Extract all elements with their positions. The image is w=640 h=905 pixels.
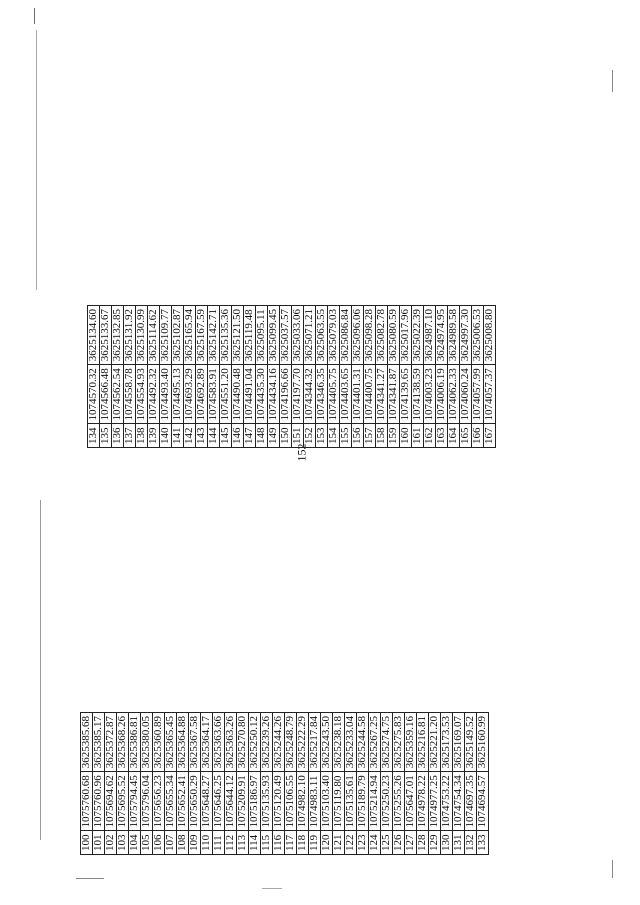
point-id-cell: 144 (208, 424, 220, 448)
point-id-cell: 119 (309, 831, 321, 855)
x-coordinate-cell: 1074401.31 (352, 365, 364, 424)
table-row (189, 713, 201, 855)
coordinate-table-right (87, 305, 496, 448)
x-coordinate-cell: 1074551.20 (220, 365, 232, 424)
y-coordinate-cell: 3625238.18 (333, 713, 345, 772)
y-coordinate-cell: 3625274.75 (381, 713, 393, 772)
y-coordinate-cell: 3625063.55 (316, 306, 328, 365)
table-row (436, 306, 448, 448)
x-coordinate-cell: 1074403.65 (340, 365, 352, 424)
table-row (81, 713, 93, 855)
x-coordinate-cell: 1074344.32 (304, 365, 316, 424)
table-row (381, 713, 393, 855)
y-coordinate-cell: 3625133.67 (100, 306, 112, 365)
table-row (88, 306, 100, 448)
scan-mark (76, 878, 104, 879)
x-coordinate-cell: 1074562.54 (112, 365, 124, 424)
x-coordinate-cell: 1075796.04 (141, 772, 153, 831)
y-coordinate-cell: 3625095.11 (256, 306, 268, 365)
y-coordinate-cell: 3625017.96 (400, 306, 412, 365)
point-id-cell: 122 (345, 831, 357, 855)
x-coordinate-cell: 1074693.29 (184, 365, 196, 424)
point-id-cell: 166 (472, 424, 484, 448)
y-coordinate-cell: 3625130.99 (136, 306, 148, 365)
y-coordinate-cell: 3625270.80 (237, 713, 249, 772)
x-coordinate-cell: 1074570.32 (88, 365, 100, 424)
x-coordinate-cell: 1074057.37 (484, 365, 496, 424)
y-coordinate-cell: 3625250.12 (249, 713, 261, 772)
x-coordinate-cell: 1075794.45 (129, 772, 141, 831)
point-id-cell: 159 (388, 424, 400, 448)
x-coordinate-cell: 1075255.26 (393, 772, 405, 831)
point-id-cell: 112 (225, 831, 237, 855)
y-coordinate-cell: 3625359.16 (405, 713, 417, 772)
y-coordinate-cell: 3625360.89 (153, 713, 165, 772)
x-coordinate-cell: 1075250.23 (381, 772, 393, 831)
x-coordinate-cell: 1075694.62 (105, 772, 117, 831)
y-coordinate-cell: 3625239.26 (261, 713, 273, 772)
table-row (369, 713, 381, 855)
point-id-cell: 116 (273, 831, 285, 855)
table-row (388, 306, 400, 448)
table-row (448, 306, 460, 448)
point-id-cell: 133 (477, 831, 489, 855)
table-row (201, 713, 213, 855)
point-id-cell: 148 (256, 424, 268, 448)
y-coordinate-cell: 3625216.81 (417, 713, 429, 772)
point-id-cell: 117 (285, 831, 297, 855)
point-id-cell: 145 (220, 424, 232, 448)
point-id-cell: 147 (244, 424, 256, 448)
table-row (477, 713, 489, 855)
table-row (393, 713, 405, 855)
table-row (105, 713, 117, 855)
x-coordinate-cell: 1074057.99 (472, 365, 484, 424)
point-id-cell: 104 (129, 831, 141, 855)
y-coordinate-cell: 3625132.85 (112, 306, 124, 365)
table-row (177, 713, 189, 855)
y-coordinate-cell: 3625080.59 (388, 306, 400, 365)
x-coordinate-cell: 1075103.40 (321, 772, 333, 831)
point-id-cell: 107 (165, 831, 177, 855)
y-coordinate-cell: 3625135.36 (220, 306, 232, 365)
x-coordinate-cell: 1074138.59 (412, 365, 424, 424)
page-number: 152 (294, 443, 309, 462)
x-coordinate-cell: 1075655.34 (165, 772, 177, 831)
point-id-cell: 124 (369, 831, 381, 855)
x-coordinate-cell: 1075760.68 (81, 772, 93, 831)
point-id-cell: 110 (201, 831, 213, 855)
table-row (256, 306, 268, 448)
table-row (220, 306, 232, 448)
table-row (292, 306, 304, 448)
point-id-cell: 138 (136, 424, 148, 448)
y-coordinate-cell: 3625149.52 (465, 713, 477, 772)
table-row (328, 306, 340, 448)
table-row (184, 306, 196, 448)
x-coordinate-cell: 1074060.24 (460, 365, 472, 424)
table-row (112, 306, 124, 448)
y-coordinate-cell: 3624997.30 (460, 306, 472, 365)
table-row (261, 713, 273, 855)
table-row (345, 713, 357, 855)
y-coordinate-cell: 3625037.57 (280, 306, 292, 365)
point-id-cell: 108 (177, 831, 189, 855)
point-id-cell: 130 (441, 831, 453, 855)
x-coordinate-cell: 1075189.79 (357, 772, 369, 831)
table-row (129, 713, 141, 855)
x-coordinate-cell: 1075656.23 (153, 772, 165, 831)
y-coordinate-cell: 3625169.07 (453, 713, 465, 772)
table-row (268, 306, 280, 448)
point-id-cell: 102 (105, 831, 117, 855)
table-row (117, 713, 129, 855)
point-id-cell: 161 (412, 424, 424, 448)
y-coordinate-cell: 3625364.17 (201, 713, 213, 772)
point-id-cell: 152 (304, 424, 316, 448)
y-coordinate-cell: 3625386.81 (129, 713, 141, 772)
x-coordinate-cell: 1074491.04 (244, 365, 256, 424)
y-coordinate-cell: 3625102.87 (172, 306, 184, 365)
scan-mark (612, 70, 613, 92)
x-coordinate-cell: 1075120.49 (273, 772, 285, 831)
table-row (424, 306, 436, 448)
point-id-cell: 156 (352, 424, 364, 448)
x-coordinate-cell: 1074982.10 (297, 772, 309, 831)
point-id-cell: 132 (465, 831, 477, 855)
y-coordinate-cell: 3625096.06 (352, 306, 364, 365)
point-id-cell: 164 (448, 424, 460, 448)
y-coordinate-cell: 3625244.58 (357, 713, 369, 772)
x-coordinate-cell: 1074196.66 (280, 365, 292, 424)
table-row (309, 713, 321, 855)
x-coordinate-cell: 1074692.89 (196, 365, 208, 424)
y-coordinate-cell: 3625380.05 (141, 713, 153, 772)
point-id-cell: 153 (316, 424, 328, 448)
x-coordinate-cell: 1074977.25 (429, 772, 441, 831)
y-coordinate-cell: 3625160.99 (477, 713, 489, 772)
y-coordinate-cell: 3625121.50 (232, 306, 244, 365)
table-row (412, 306, 424, 448)
y-coordinate-cell: 3625071.21 (304, 306, 316, 365)
point-id-cell: 146 (232, 424, 244, 448)
x-coordinate-cell: 1074753.22 (441, 772, 453, 831)
x-coordinate-cell: 1074490.48 (232, 365, 244, 424)
y-coordinate-cell: 3625119.48 (244, 306, 256, 365)
coordinate-table-left (80, 712, 489, 855)
table-row (100, 306, 112, 448)
point-id-cell: 111 (213, 831, 225, 855)
x-coordinate-cell: 1074583.91 (208, 365, 220, 424)
x-coordinate-cell: 1074697.35 (465, 772, 477, 831)
y-coordinate-cell: 3625131.92 (124, 306, 136, 365)
y-coordinate-cell: 3625217.84 (309, 713, 321, 772)
point-id-cell: 114 (249, 831, 261, 855)
table-row (244, 306, 256, 448)
x-coordinate-cell: 1074558.78 (124, 365, 136, 424)
y-coordinate-cell: 3625368.26 (117, 713, 129, 772)
point-id-cell: 134 (88, 424, 100, 448)
point-id-cell: 100 (81, 831, 93, 855)
x-coordinate-cell: 1075644.12 (225, 772, 237, 831)
table-row (460, 306, 472, 448)
table-row (405, 713, 417, 855)
x-coordinate-cell: 1074341.87 (388, 365, 400, 424)
table-row (333, 713, 345, 855)
x-coordinate-cell: 1075214.94 (369, 772, 381, 831)
y-coordinate-cell: 3625173.53 (441, 713, 453, 772)
point-id-cell: 115 (261, 831, 273, 855)
table-row (160, 306, 172, 448)
y-coordinate-cell: 3625079.03 (328, 306, 340, 365)
y-coordinate-cell: 3625167.59 (196, 306, 208, 365)
x-coordinate-cell: 1074566.48 (100, 365, 112, 424)
point-id-cell: 120 (321, 831, 333, 855)
point-id-cell: 113 (237, 831, 249, 855)
y-coordinate-cell: 3625385.68 (81, 713, 93, 772)
point-id-cell: 131 (453, 831, 465, 855)
scan-mark (34, 8, 35, 24)
y-coordinate-cell: 3625275.83 (393, 713, 405, 772)
x-coordinate-cell: 1074435.30 (256, 365, 268, 424)
point-id-cell: 163 (436, 424, 448, 448)
point-id-cell: 154 (328, 424, 340, 448)
x-coordinate-cell: 1075695.52 (117, 772, 129, 831)
point-id-cell: 118 (297, 831, 309, 855)
y-coordinate-cell: 3625372.87 (105, 713, 117, 772)
y-coordinate-cell: 3625221.20 (429, 713, 441, 772)
x-coordinate-cell: 1074197.70 (292, 365, 304, 424)
point-id-cell: 128 (417, 831, 429, 855)
point-id-cell: 105 (141, 831, 153, 855)
point-id-cell: 135 (100, 424, 112, 448)
x-coordinate-cell: 1074434.16 (268, 365, 280, 424)
table-row (417, 713, 429, 855)
y-coordinate-cell: 3625086.84 (340, 306, 352, 365)
x-coordinate-cell: 1074554.93 (136, 365, 148, 424)
y-coordinate-cell: 3624987.10 (424, 306, 436, 365)
y-coordinate-cell: 3625008.80 (484, 306, 496, 365)
x-coordinate-cell: 1075209.91 (237, 772, 249, 831)
point-id-cell: 140 (160, 424, 172, 448)
y-coordinate-cell: 3625082.78 (376, 306, 388, 365)
point-id-cell: 137 (124, 424, 136, 448)
x-coordinate-cell: 1074400.75 (364, 365, 376, 424)
table-row (285, 713, 297, 855)
point-id-cell: 165 (460, 424, 472, 448)
x-coordinate-cell: 1074493.40 (160, 365, 172, 424)
point-id-cell: 162 (424, 424, 436, 448)
x-coordinate-cell: 1075186.97 (249, 772, 261, 831)
point-id-cell: 155 (340, 424, 352, 448)
table-row (484, 306, 496, 448)
point-id-cell: 103 (117, 831, 129, 855)
point-id-cell: 139 (148, 424, 160, 448)
scan-mark (262, 888, 282, 889)
table-row (225, 713, 237, 855)
table-row (237, 713, 249, 855)
x-coordinate-cell: 1075652.41 (177, 772, 189, 831)
x-coordinate-cell: 1075650.29 (189, 772, 201, 831)
table-row (297, 713, 309, 855)
table-row (472, 306, 484, 448)
table-row (273, 713, 285, 855)
x-coordinate-cell: 1074139.65 (400, 365, 412, 424)
point-id-cell: 126 (393, 831, 405, 855)
table-row (441, 713, 453, 855)
x-coordinate-cell: 1074495.13 (172, 365, 184, 424)
x-coordinate-cell: 1075648.27 (201, 772, 213, 831)
table-row (400, 306, 412, 448)
point-id-cell: 160 (400, 424, 412, 448)
y-coordinate-cell: 3625363.26 (225, 713, 237, 772)
y-coordinate-cell: 3625367.58 (189, 713, 201, 772)
y-coordinate-cell: 3625098.28 (364, 306, 376, 365)
y-coordinate-cell: 3625385.17 (93, 713, 105, 772)
table-row (465, 713, 477, 855)
x-coordinate-cell: 1075647.01 (405, 772, 417, 831)
table-row (172, 306, 184, 448)
point-id-cell: 141 (172, 424, 184, 448)
table-row (321, 713, 333, 855)
point-id-cell: 158 (376, 424, 388, 448)
x-coordinate-cell: 1075135.61 (345, 772, 357, 831)
x-coordinate-cell: 1075119.80 (333, 772, 345, 831)
point-id-cell: 157 (364, 424, 376, 448)
table-row (93, 713, 105, 855)
y-coordinate-cell: 3624989.58 (448, 306, 460, 365)
x-coordinate-cell: 1075760.96 (93, 772, 105, 831)
y-coordinate-cell: 3625006.53 (472, 306, 484, 365)
point-id-cell: 109 (189, 831, 201, 855)
x-coordinate-cell: 1075106.55 (285, 772, 297, 831)
table-row (249, 713, 261, 855)
x-coordinate-cell: 1074754.34 (453, 772, 465, 831)
table-row (316, 306, 328, 448)
y-coordinate-cell: 3625114.62 (148, 306, 160, 365)
x-coordinate-cell: 1074006.19 (436, 365, 448, 424)
table-row (213, 713, 225, 855)
y-coordinate-cell: 3625033.06 (292, 306, 304, 365)
point-id-cell: 167 (484, 424, 496, 448)
scan-mark (612, 860, 613, 878)
y-coordinate-cell: 3625365.45 (165, 713, 177, 772)
point-id-cell: 127 (405, 831, 417, 855)
x-coordinate-cell: 1074983.11 (309, 772, 321, 831)
y-coordinate-cell: 3625109.77 (160, 306, 172, 365)
table-row (304, 306, 316, 448)
point-id-cell: 136 (112, 424, 124, 448)
table-row (148, 306, 160, 448)
point-id-cell: 149 (268, 424, 280, 448)
x-coordinate-cell: 1074003.23 (424, 365, 436, 424)
point-id-cell: 125 (381, 831, 393, 855)
x-coordinate-cell: 1075646.25 (213, 772, 225, 831)
y-coordinate-cell: 3625363.66 (213, 713, 225, 772)
point-id-cell: 121 (333, 831, 345, 855)
table-row (352, 306, 364, 448)
point-id-cell: 151 (292, 424, 304, 448)
table-row (364, 306, 376, 448)
y-coordinate-cell: 3625142.71 (208, 306, 220, 365)
table-row (280, 306, 292, 448)
y-coordinate-cell: 3625222.29 (297, 713, 309, 772)
scan-mark (40, 500, 41, 840)
x-coordinate-cell: 1075135.93 (261, 772, 273, 831)
x-coordinate-cell: 1074341.27 (376, 365, 388, 424)
table-row (357, 713, 369, 855)
table-row (136, 306, 148, 448)
y-coordinate-cell: 3625364.88 (177, 713, 189, 772)
table-row (124, 306, 136, 448)
y-coordinate-cell: 3625134.60 (88, 306, 100, 365)
y-coordinate-cell: 3625243.50 (321, 713, 333, 772)
point-id-cell: 123 (357, 831, 369, 855)
table-row (208, 306, 220, 448)
point-id-cell: 142 (184, 424, 196, 448)
table-row (340, 306, 352, 448)
x-coordinate-cell: 1074062.33 (448, 365, 460, 424)
y-coordinate-cell: 3624974.95 (436, 306, 448, 365)
point-id-cell: 106 (153, 831, 165, 855)
table-row (196, 306, 208, 448)
x-coordinate-cell: 1074978.22 (417, 772, 429, 831)
scan-mark (36, 30, 37, 290)
y-coordinate-cell: 3625244.26 (273, 713, 285, 772)
point-id-cell: 101 (93, 831, 105, 855)
y-coordinate-cell: 3625267.25 (369, 713, 381, 772)
point-id-cell: 129 (429, 831, 441, 855)
y-coordinate-cell: 3625022.39 (412, 306, 424, 365)
table-row (453, 713, 465, 855)
x-coordinate-cell: 1074346.35 (316, 365, 328, 424)
y-coordinate-cell: 3625099.45 (268, 306, 280, 365)
table-row (429, 713, 441, 855)
y-coordinate-cell: 3625165.94 (184, 306, 196, 365)
x-coordinate-cell: 1074405.75 (328, 365, 340, 424)
point-id-cell: 143 (196, 424, 208, 448)
y-coordinate-cell: 3625233.04 (345, 713, 357, 772)
table-row (232, 306, 244, 448)
x-coordinate-cell: 1074492.32 (148, 365, 160, 424)
y-coordinate-cell: 3625248.79 (285, 713, 297, 772)
table-row (153, 713, 165, 855)
table-row (376, 306, 388, 448)
table-row (141, 713, 153, 855)
point-id-cell: 150 (280, 424, 292, 448)
table-row (165, 713, 177, 855)
x-coordinate-cell: 1074694.57 (477, 772, 489, 831)
